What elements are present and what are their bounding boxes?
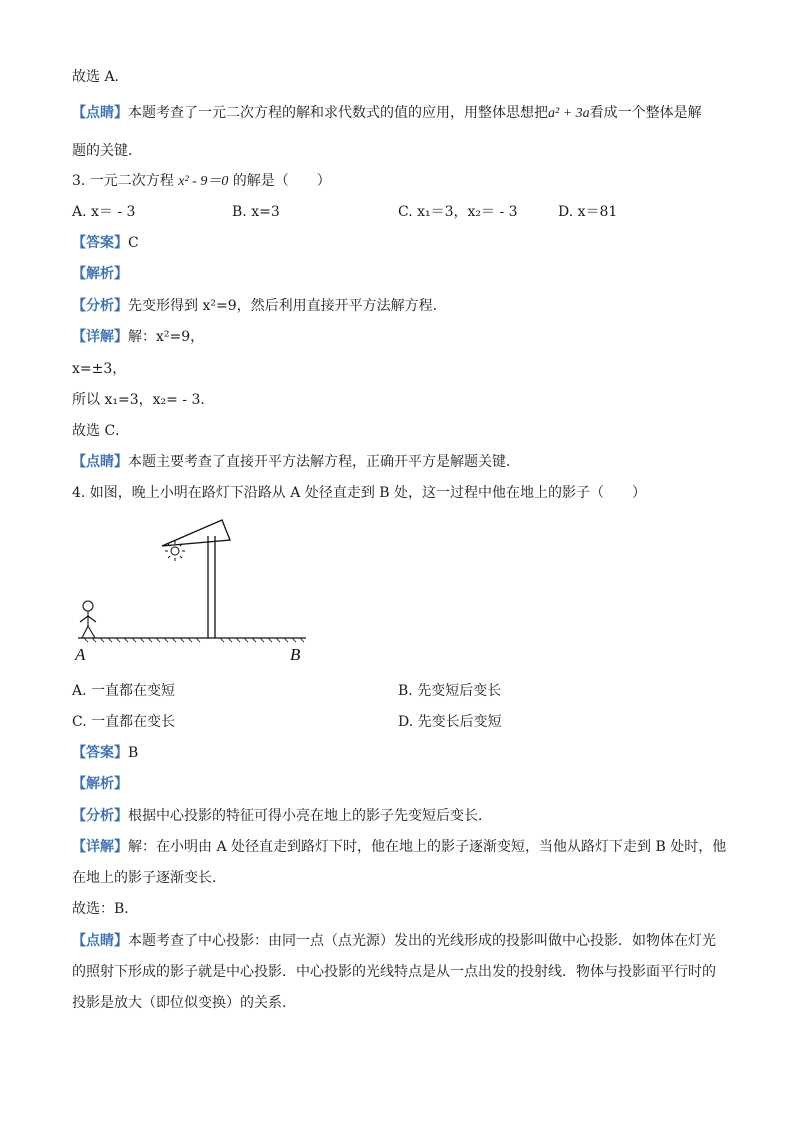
streetlight-figure — [70, 510, 320, 665]
answer-value: B — [128, 745, 139, 761]
q4-option-a: A. 一直都在变短 — [72, 683, 176, 699]
q4-stem: 4. 如图，晚上小明在路灯下沿路从 A 处径直走到 B 处，这一过程中他在地上的影子（ ） — [72, 485, 647, 501]
q4-comment-line2: 的照射下形成的影子就是中心投影．中心投影的光线特点是从一点出发的投射线．物体与投影面平行时的 — [72, 964, 716, 980]
analysis-text: 先变形得到 x²=9，然后利用直接开平方法解方程． — [128, 298, 447, 314]
ground-line — [78, 638, 306, 642]
person-icon — [80, 601, 96, 638]
comment-math: a² + 3a — [548, 106, 590, 121]
q4-option-b: B. 先变短后变长 — [398, 683, 502, 699]
q3-answer — [72, 234, 139, 252]
q4-conclusion: 故选：B． — [72, 901, 139, 917]
q4-detail — [72, 838, 726, 856]
detail-tag: 【详解】 — [72, 329, 128, 345]
q4-detail-line2: 在地上的影子逐渐变长． — [72, 870, 226, 886]
comment-text-b: 看成一个整体是解 — [589, 105, 702, 121]
q3-detail-line2: x=±3， — [72, 361, 127, 377]
detail-text: 解：x²=9， — [128, 329, 205, 345]
analysis-tag: 【解析】 — [72, 776, 128, 792]
q4-answer — [72, 744, 138, 762]
q3-analysis — [72, 297, 447, 315]
lamp-bulb-icon — [165, 541, 185, 561]
analysis-sub-tag: 【分析】 — [72, 808, 128, 824]
analysis-tag: 【解析】 — [72, 266, 128, 282]
q2-comment-cont: 题的关键． — [72, 143, 142, 159]
q4-option-c: C. 一直都在变长 — [72, 714, 176, 730]
q3-detail — [72, 328, 204, 346]
q3-stem-b: 的解是（ ） — [232, 173, 331, 189]
q2-conclusion: 故选 A． — [72, 69, 129, 85]
point-b-label: B — [290, 645, 301, 664]
lamp-roof — [162, 520, 230, 546]
q3-detail-line3: 所以 x₁=3，x₂= - 3． — [72, 392, 215, 408]
comment-tag: 【点睛】 — [72, 454, 128, 470]
detail-tag: 【详解】 — [72, 839, 128, 855]
comment-text: 本题主要考查了直接开平方法解方程，正确开平方是解题关键． — [128, 454, 520, 470]
answer-value: C — [128, 235, 139, 251]
q3-stem-math: x² - 9＝0 — [178, 174, 229, 189]
point-a-label: A — [75, 645, 86, 664]
q3-option-d: D. x＝81 — [558, 204, 618, 220]
analysis-text: 根据中心投影的特征可得小亮在地上的影子先变短后变长． — [128, 808, 492, 824]
q3-option-b: B. x=3 — [232, 204, 280, 220]
detail-text: 解：在小明由 A 处径直走到路灯下时，他在地上的影子逐渐变短，当他从路灯下走到 B 处时，他 — [128, 839, 727, 855]
q4-comment-line3: 投影是放大（即位似变换）的关系． — [72, 995, 296, 1011]
q3-analysis-heading — [72, 265, 128, 283]
q3-option-c: C. x₁＝3，x₂＝ - 3 — [398, 204, 518, 220]
q3-stem-a: 3. 一元二次方程 — [72, 173, 174, 189]
comment-text: 本题考查了中心投影：由同一点（点光源）发出的光线形成的投影叫做中心投影．如物体在灯光 — [128, 933, 716, 949]
comment-text: 本题考查了一元二次方程的解和求代数式的值的应用，用整体思想把 — [128, 105, 548, 121]
q4-analysis — [72, 807, 492, 825]
q3-stem — [72, 172, 331, 191]
q3-comment — [72, 453, 520, 471]
analysis-sub-tag: 【分析】 — [72, 298, 128, 314]
q3-conclusion: 故选 C． — [72, 423, 130, 439]
q4-option-d: D. 先变长后变短 — [398, 714, 502, 730]
q4-comment — [72, 932, 716, 950]
answer-tag: 【答案】 — [72, 235, 128, 251]
comment-tag: 【点睛】 — [72, 105, 128, 121]
q3-option-a: A. x＝ - 3 — [72, 204, 136, 220]
answer-tag: 【答案】 — [72, 745, 128, 761]
q4-analysis-heading — [72, 775, 128, 793]
comment-tag: 【点睛】 — [72, 933, 128, 949]
q2-comment — [72, 104, 702, 123]
